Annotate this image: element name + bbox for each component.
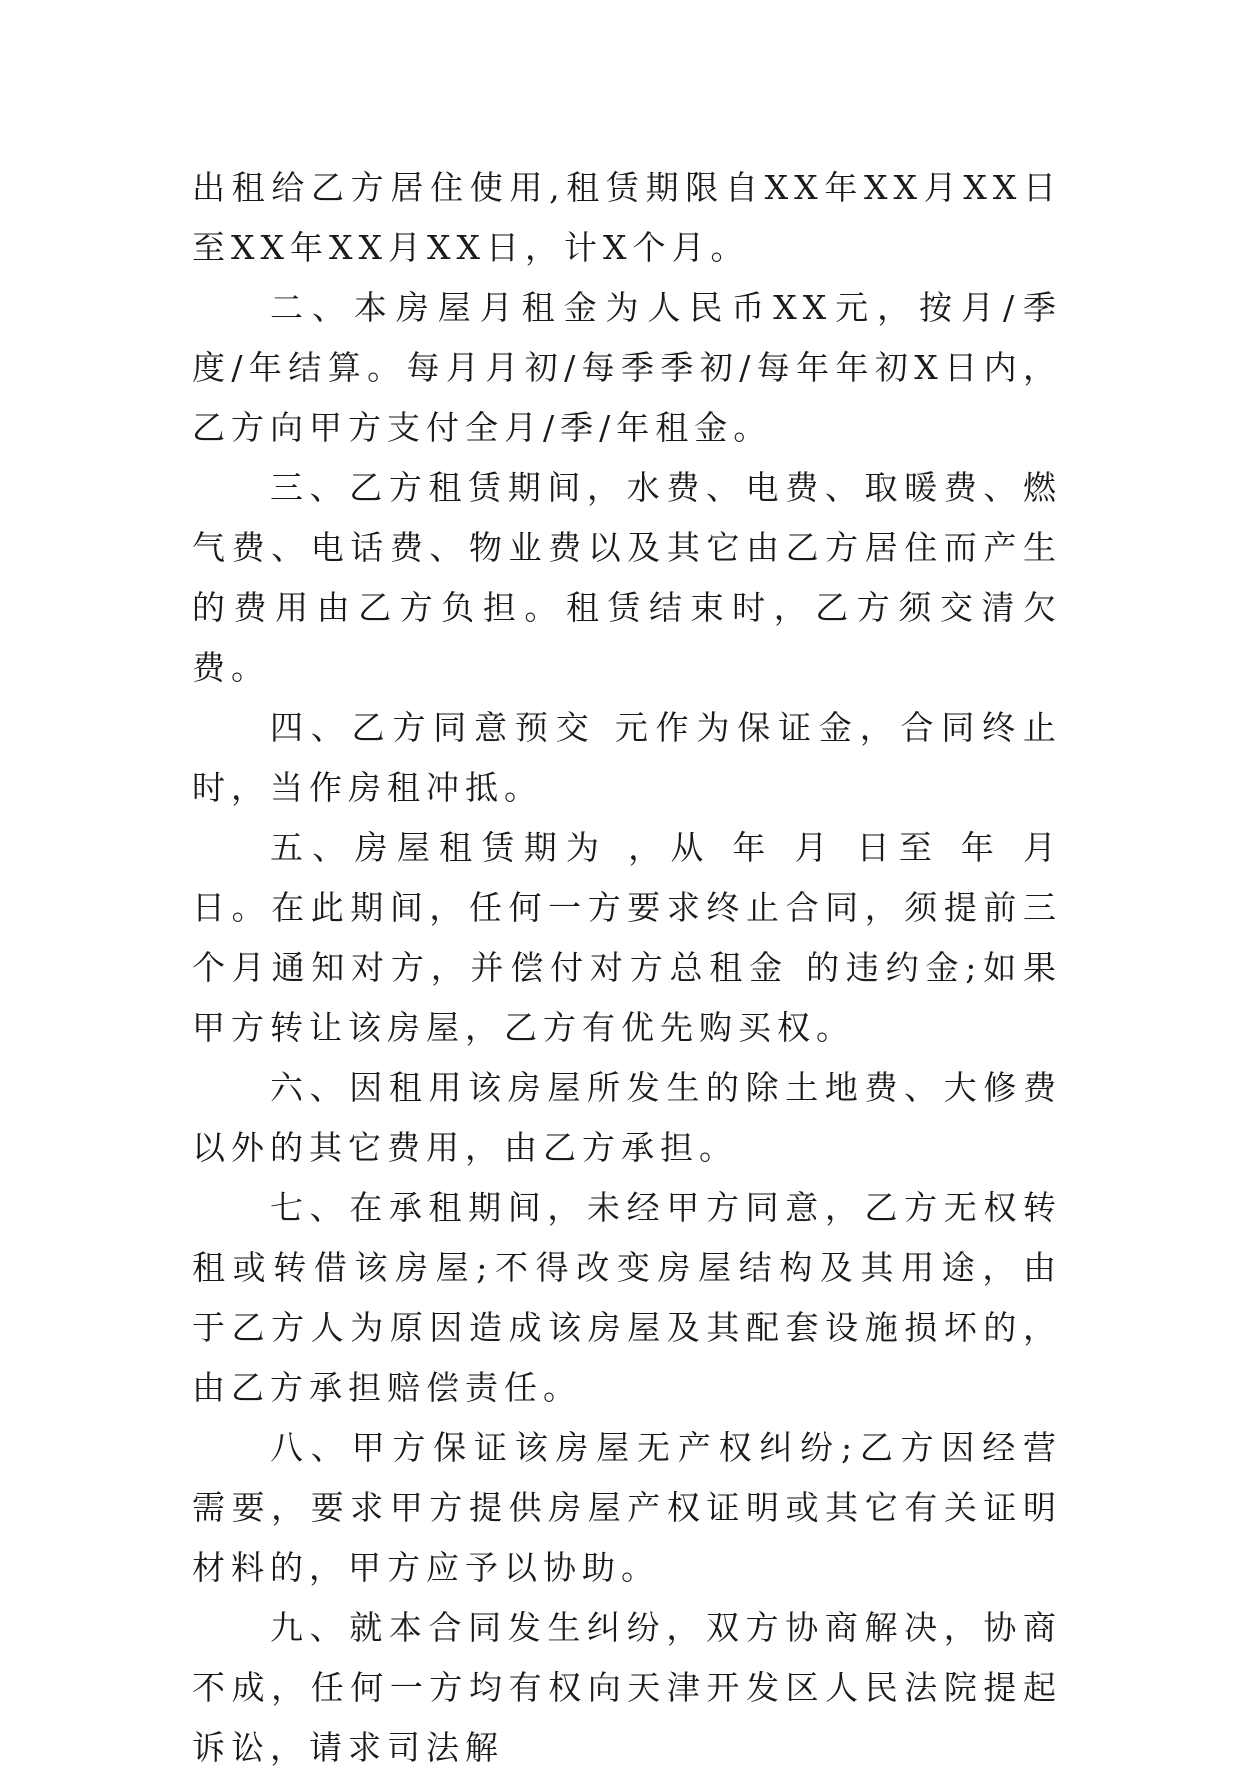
paragraph-clause-9-dispute: 九、就本合同发生纠纷，双方协商解决，协商不成，任何一方均有权向天津开发区人民法院提起诉讼，请求司法解 <box>192 1608 1062 1767</box>
paragraph-clause-2-rent: 二、本房屋月租金为人民币XX元，按月/季度/年结算。每月月初/每季季初/每年年初X日内，乙方向甲方支付全月/季/年租金。 <box>192 288 1062 447</box>
paragraph-clause-6-other-fees: 六、因租用该房屋所发生的除土地费、大修费以外的其它费用，由乙方承担。 <box>192 1068 1062 1167</box>
document-page <box>192 158 1062 1778</box>
paragraph-clause-3-fees: 三、乙方租赁期间，水费、电费、取暖费、燃气费、电话费、物业费以及其它由乙方居住而产生的费用由乙方负担。租赁结束时，乙方须交清欠费。 <box>192 468 1062 687</box>
paragraph-clause-5-term: 五、房屋租赁期为 ，从 年 月 日至 年 月 日。在此期间，任何一方要求终止合同，须提前三个月通知对方，并偿付对方总租金 的违约金;如果甲方转让该房屋，乙方有优先购买权。 <box>192 828 1062 1047</box>
paragraph-clause-4-deposit: 四、乙方同意预交 元作为保证金，合同终止时，当作房租冲抵。 <box>192 708 1062 807</box>
paragraph-lease-term: 出租给乙方居住使用,租赁期限自XX年XX月XX日至XX年XX月XX日，计X个月。 <box>192 168 1062 267</box>
paragraph-clause-7-sublease: 七、在承租期间，未经甲方同意，乙方无权转租或转借该房屋;不得改变房屋结构及其用途，由于乙方人为原因造成该房屋及其配套设施损坏的，由乙方承担赔偿责任。 <box>192 1188 1062 1407</box>
paragraph-clause-8-title: 八、甲方保证该房屋无产权纠纷;乙方因经营需要，要求甲方提供房屋产权证明或其它有关证明材料的，甲方应予以协助。 <box>192 1428 1062 1587</box>
